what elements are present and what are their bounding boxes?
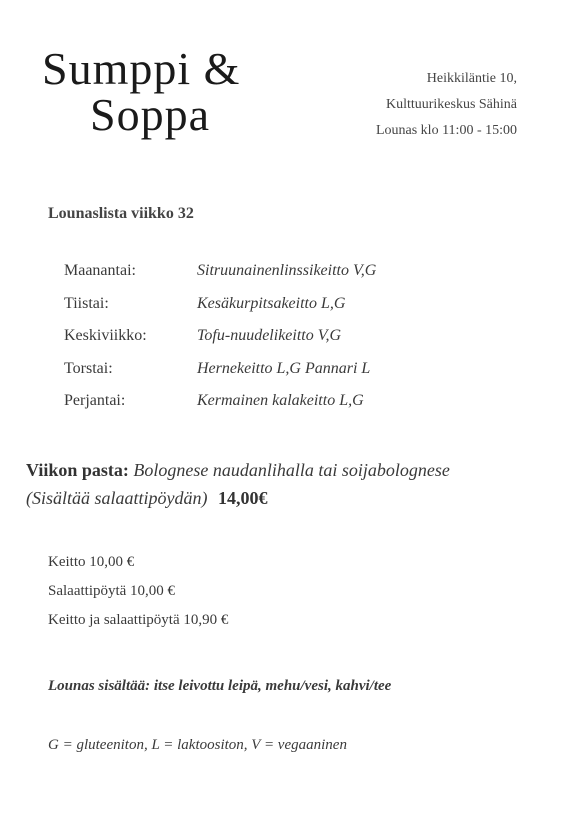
logo [42, 43, 241, 140]
day-dish: Kesäkurpitsakeitto L,G [197, 294, 346, 312]
day-name: Torstai: [64, 359, 113, 377]
price-item: Keitto ja salaattipöytä 10,90 € [48, 612, 229, 628]
lunch-includes: Lounas sisältää: itse leivottu leipä, mehu/vesi, kahvi/tee [48, 678, 392, 694]
menu-row [64, 353, 376, 386]
address-block [376, 66, 517, 144]
price-list [48, 548, 228, 635]
opening-hours: Lounas klo 11:00 - 15:00 [375, 123, 517, 138]
day-dish: Tofu-nuudelikeitto V,G [197, 327, 341, 345]
day-name: Maanantai: [64, 262, 136, 280]
daily-menu [64, 255, 376, 418]
diet-legend: G = gluteeniton, L = laktoositon, V = vegaaninen [48, 737, 347, 753]
address-street: Heikkiläntie 10, [426, 71, 517, 86]
menu-row [64, 385, 376, 418]
day-dish: Kermainen kalakeitto L,G [197, 392, 364, 410]
price-item: Salaattipöytä 10,00 € [48, 583, 176, 599]
day-dish: Hernekeitto L,G Pannari L [197, 359, 371, 377]
menu-row [64, 320, 376, 353]
logo-line-2: Soppa [90, 89, 210, 140]
day-name: Keskiviikko: [64, 327, 147, 345]
menu-row [64, 255, 376, 288]
weekly-pasta [26, 456, 496, 512]
logo-line-1: Sumppi & [42, 43, 241, 94]
pasta-label: Viikon pasta: [26, 460, 129, 480]
address-venue: Kulttuurikeskus Sähinä [385, 97, 517, 112]
week-title: Lounaslista viikko 32 [48, 205, 194, 222]
pasta-description: Bolognese naudanlihalla tai soijabolognese (Sisältää salaattipöydän) [26, 460, 450, 508]
day-name: Tiistai: [64, 294, 109, 312]
day-name: Perjantai: [64, 392, 126, 410]
price-item: Keitto 10,00 € [48, 554, 135, 570]
pasta-price: 14,00€ [218, 488, 268, 508]
day-dish: Sitruunainenlinssikeitto V,G [197, 262, 377, 280]
menu-row [64, 288, 376, 321]
